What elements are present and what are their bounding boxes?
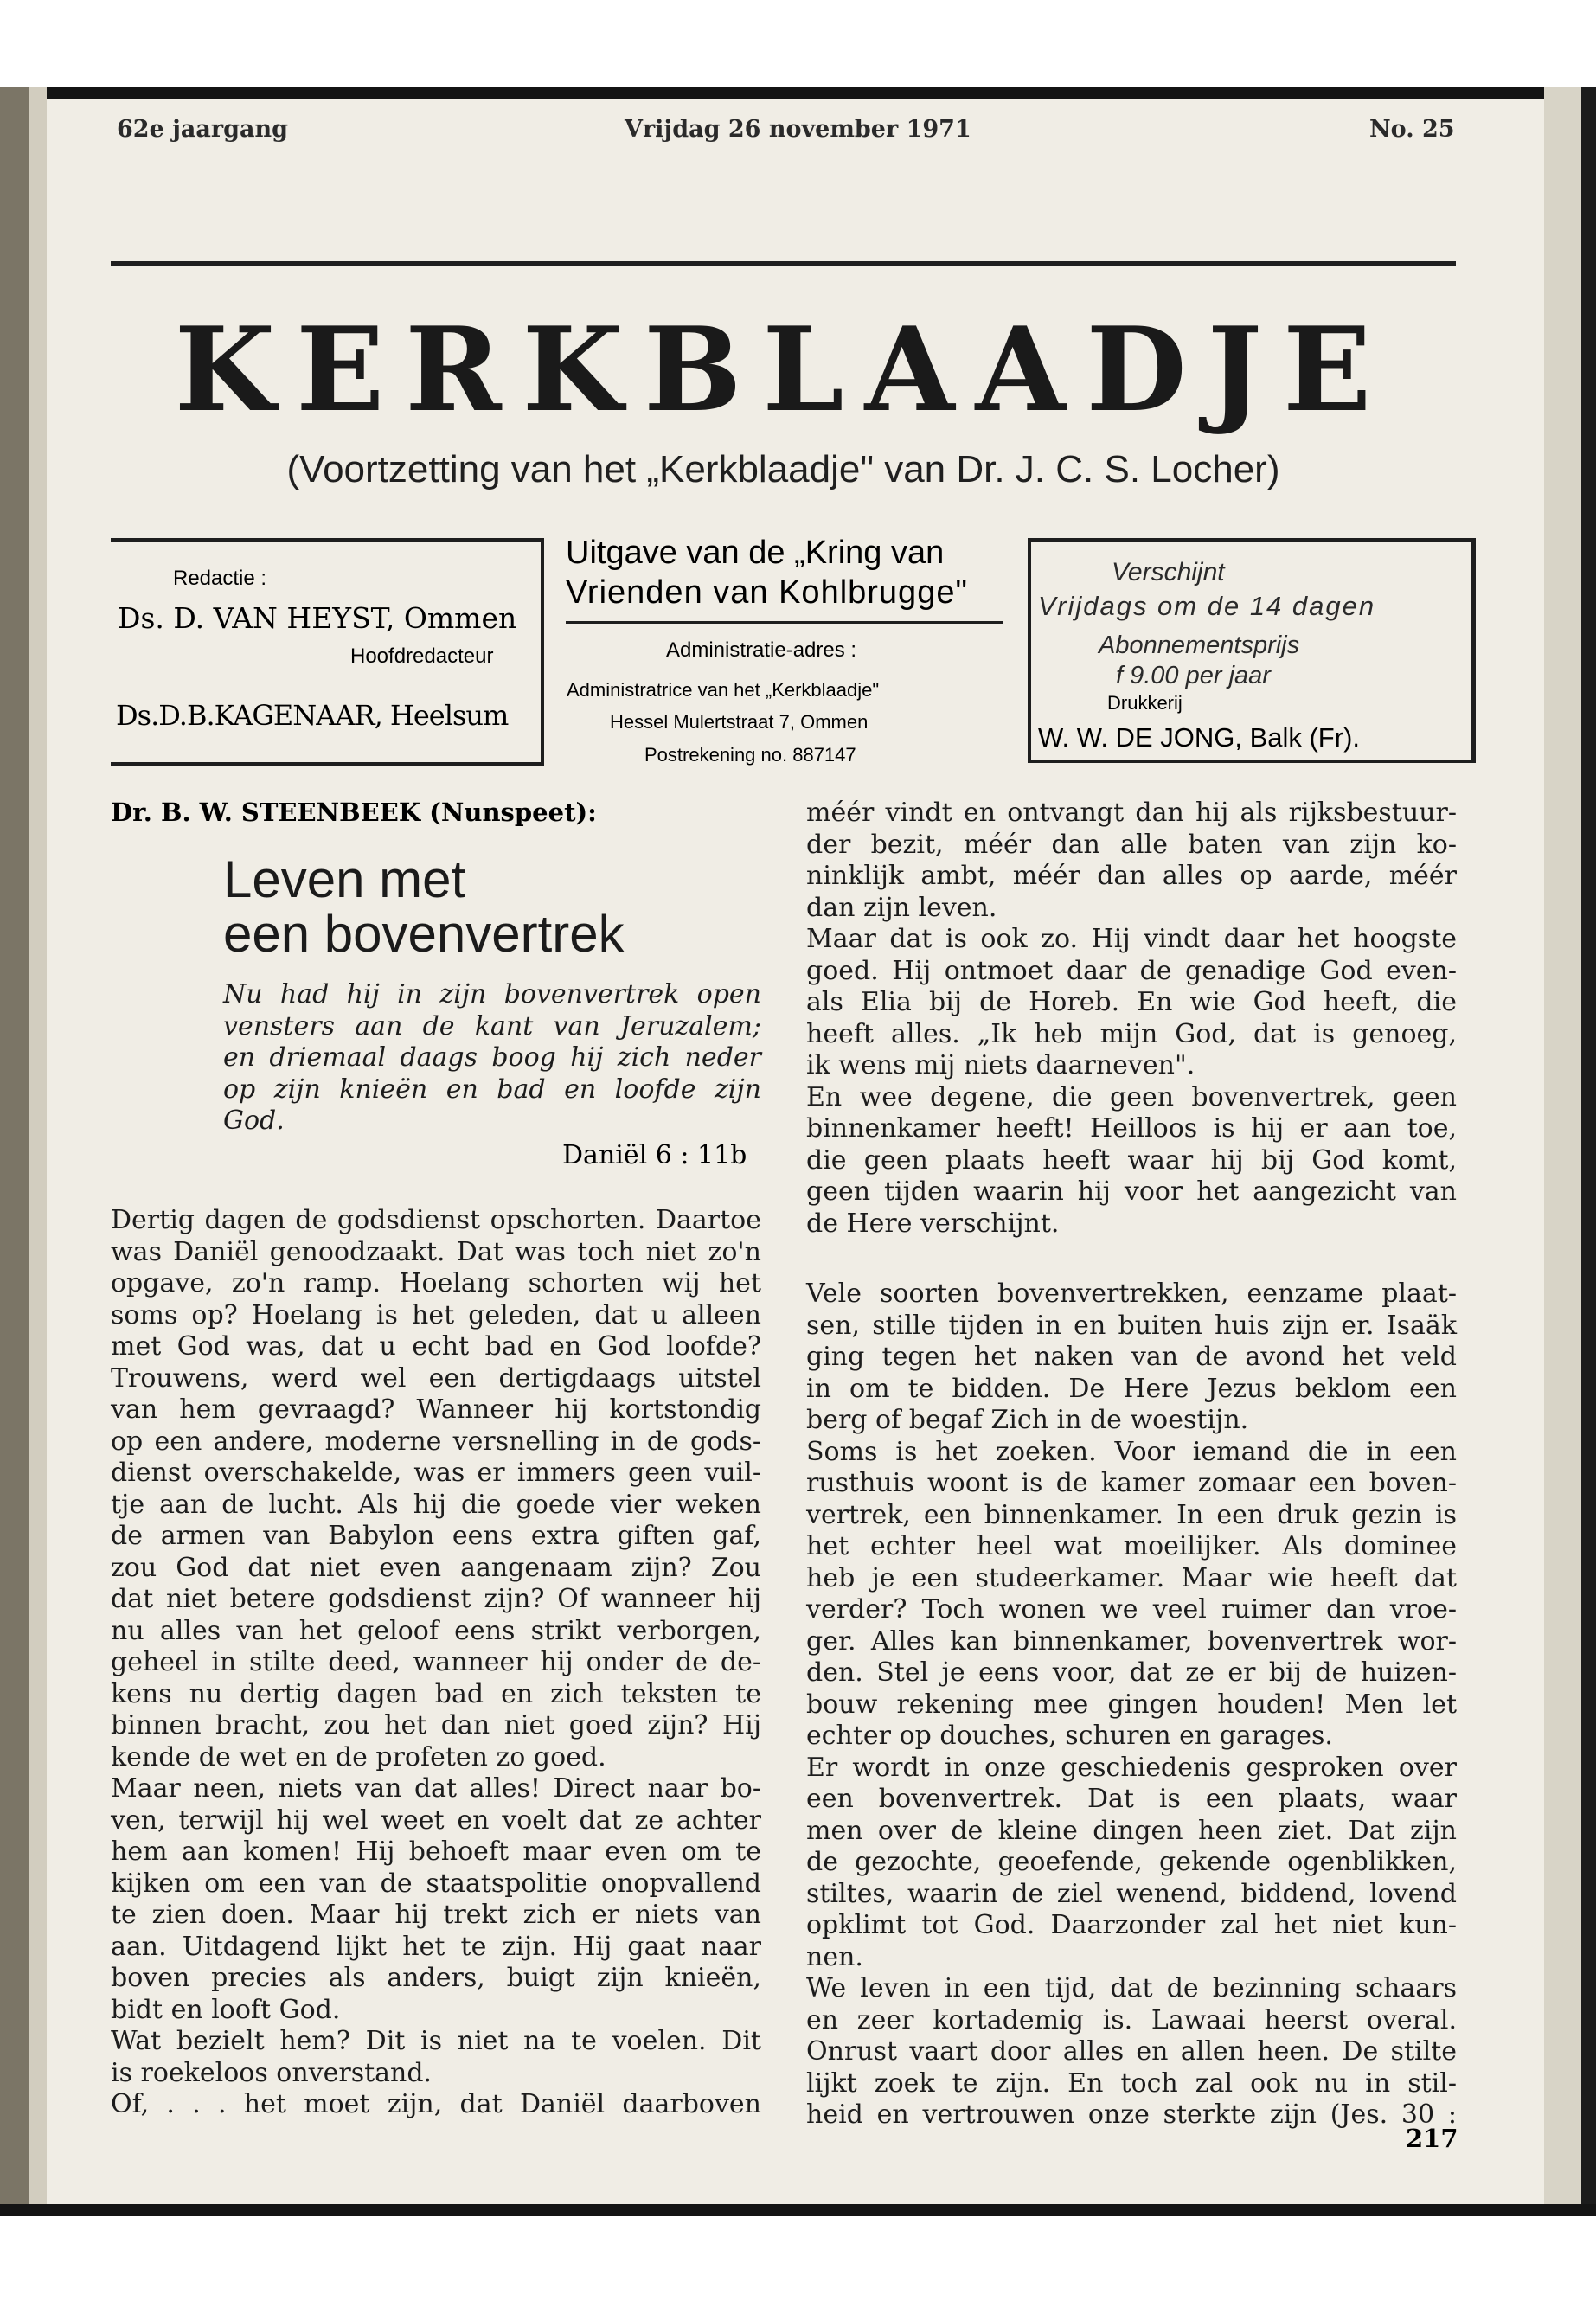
body-line: als Elia bij de Horeb. En wie God heeft, die	[806, 987, 1457, 1017]
issue-number: No. 25	[1369, 116, 1455, 143]
admin-line-2: Hessel Mulertstraat 7, Ommen	[610, 711, 869, 733]
body-line: Maar dat is ook zo. Hij vindt daar het hoogste	[806, 924, 1457, 954]
printer-name: W. W. DE JONG, Balk (Fr).	[1038, 722, 1360, 753]
body-line: dat niet betere godsdienst zijn? Of wanneer hij	[111, 1584, 761, 1614]
epigraph-line: Nu had hij in zijn bovenvertrek open	[223, 979, 761, 1009]
body-line: der bezit, méér dan alle baten van zijn ko-	[806, 829, 1457, 860]
body-line: Wat bezielt hem? Dit is niet na te voelen. Dit	[111, 2026, 761, 2056]
scan-right-border	[1581, 87, 1596, 2214]
body-line: Trouwens, werd wel een dertigdaags uitstel	[111, 1362, 761, 1394]
masthead-subtitle: (Voortzetting van het „Kerkblaadje" van Dr. J. C. S. Locher)	[286, 448, 1280, 490]
body-line: heid en vertrouwen onze sterkte zijn (Jes. 30 :	[806, 2099, 1457, 2130]
body-line: dan zijn leven.	[806, 892, 997, 923]
body-line: geen tijden waarin hij voor het aangezicht van	[806, 1176, 1457, 1207]
body-line: binnenkamer heeft! Heilloos is hij er aan toe,	[806, 1113, 1457, 1144]
body-line: de armen van Babylon eens extra giften gaf,	[111, 1521, 761, 1551]
subscription-line-4: f 9.00 per jaar	[1116, 662, 1271, 689]
volume-label: 62e jaargang	[117, 116, 289, 143]
body-line: heeft alles. „Ik heb mijn God, dat is genoeg,	[806, 1018, 1457, 1049]
printer-label: Drukkerij	[1107, 692, 1183, 714]
body-line: men over de kleine dingen heen ziet. Dat zijn	[806, 1815, 1457, 1846]
body-line: rusthuis woont is de kamer zomaar een boven-	[806, 1468, 1457, 1498]
body-line: Of, . . . het moet zijn, dat Daniël daarboven	[111, 2089, 761, 2119]
body-line: in om te bidden. De Here Jezus beklom een	[806, 1373, 1457, 1404]
header-rule	[111, 261, 1456, 266]
scan-top-border	[0, 87, 1596, 99]
epigraph-line: op zijn knieën en bad en loofde zijn	[223, 1074, 761, 1105]
editorial-label: Redactie :	[173, 567, 267, 590]
body-line: den. Stel je eens voor, dat ze er bij de huizen-	[806, 1657, 1457, 1688]
article-right-column-top	[806, 798, 1457, 1240]
body-line: tje aan de lucht. Als hij die goede vier weken	[111, 1489, 761, 1520]
body-line: binnen bracht, zou het dan niet goed zijn? Hij	[111, 1710, 761, 1740]
article-right-column-bottom	[806, 1279, 1457, 2131]
publisher-rule	[566, 621, 1003, 624]
epigraph-line: God.	[223, 1106, 285, 1136]
body-line: kijken om een van de staatspolitie onopvallend	[111, 1868, 761, 1899]
article-title-line-2: een bovenvertrek	[223, 905, 625, 963]
article-epigraph	[223, 979, 761, 1138]
body-line: vertrek, een binnenkamer. In een druk gezin is	[806, 1499, 1457, 1530]
admin-line-1: Administratrice van het „Kerkblaadje"	[567, 679, 880, 701]
body-line: Er wordt in onze geschiedenis gesproken over	[806, 1752, 1457, 1783]
editor-primary-role: Hoofdredacteur	[350, 644, 494, 668]
body-line: die geen plaats heeft waar hij bij God komt,	[806, 1144, 1457, 1176]
body-line: is roekeloos onverstand.	[111, 2057, 433, 2088]
admin-label: Administratie-adres :	[666, 638, 857, 662]
body-line: boven precies als anders, buigt zijn knieën,	[111, 1963, 761, 1993]
body-line: op een andere, moderne versnelling in de gods-	[111, 1426, 761, 1457]
subscription-line-2: Vrijdags om de 14 dagen	[1038, 591, 1376, 621]
body-line: bouw rekening mee gingen houden! Men let	[806, 1689, 1457, 1720]
editor-secondary: Ds.D.B.KAGENAAR, Heelsum	[116, 699, 509, 732]
body-line: bidt en looft God.	[111, 1994, 341, 2025]
scan-bottom-margin	[0, 2216, 1596, 2301]
scan-top-margin	[0, 0, 1596, 87]
body-line: heb je een studeerkamer. Maar wie heeft dat	[806, 1562, 1457, 1593]
body-line: Maar neen, niets van dat alles! Direct naar bo-	[111, 1773, 761, 1804]
article-title-line-1: Leven met	[223, 850, 466, 908]
body-line: de gezochte, geoefende, gekende ogenblikken,	[806, 1847, 1457, 1877]
body-line: hem aan komen! Hij behoeft maar even om te	[111, 1836, 761, 1867]
issue-date: Vrijdag 26 november 1971	[625, 116, 971, 143]
admin-line-3: Postrekening no. 887147	[644, 744, 856, 766]
body-line: nu alles van het geloof eens strikt verborgen,	[111, 1615, 761, 1646]
body-line: ger. Alles kan binnenkamer, bovenvertrek wor-	[806, 1625, 1457, 1657]
body-line: nen.	[806, 1941, 863, 1972]
body-line: opgave, zo'n ramp. Hoelang schorten wij het	[111, 1268, 761, 1298]
epigraph-line: vensters aan de kant van Jeruzalem;	[223, 1010, 761, 1042]
body-line: de Here verschijnt.	[806, 1208, 1060, 1239]
body-line: goed. Hij ontmoet daar de genadige God even-	[806, 955, 1457, 986]
body-line: Dertig dagen de godsdienst opschorten. Daartoe	[111, 1205, 761, 1235]
body-line: geheel in stilte deed, wanneer hij onder de de-	[111, 1647, 761, 1677]
scan-bottom-border	[0, 2204, 1596, 2216]
body-line: We leven in een tijd, dat de bezinning schaars	[806, 1973, 1457, 2003]
body-line: van hem gevraagd? Wanneer hij kortstondig	[111, 1394, 761, 1425]
scan-binding-inner	[29, 87, 47, 2214]
body-line: dienst overschakelde, was er immers geen vuil-	[111, 1458, 761, 1488]
body-line: berg of begaf Zich in de woestijn.	[806, 1405, 1249, 1435]
body-line: ik wens mij niets daarneven".	[806, 1050, 1195, 1080]
body-line: aan. Uitdagend lijkt het te zijn. Hij gaat naar	[111, 1931, 761, 1962]
body-line: ging tegen het naken van de avond het veld	[806, 1342, 1457, 1372]
editorial-box-side	[541, 538, 544, 766]
body-line: Vele soorten bovenvertrekken, eenzame plaat-	[806, 1279, 1457, 1309]
article-left-column	[111, 1205, 761, 2121]
body-line: Soms is het zoeken. Voor iemand die in een	[806, 1436, 1457, 1467]
subscription-line-3: Abonnementsprijs	[1099, 631, 1300, 659]
epigraph-line: en driemaal daags boog hij zich neder	[223, 1042, 761, 1073]
body-line: lijkt zoek te zijn. En toch zal ook nu in stil-	[806, 2067, 1457, 2099]
body-line: het echter heel wat moeilijker. Als dominee	[806, 1531, 1457, 1561]
epigraph-reference: Daniël 6 : 11b	[562, 1140, 747, 1170]
body-line: méér vindt en ontvangt dan hij als rijksbestuur-	[806, 798, 1457, 828]
article-author: Dr. B. W. STEENBEEK (Nunspeet):	[111, 798, 597, 827]
body-line: verder? Toch wonen we veel ruimer dan vroe-	[806, 1594, 1457, 1625]
body-line: te zien doen. Maar hij trekt zich er niets van	[111, 1900, 761, 1930]
body-line: En wee degene, die geen bovenvertrek, geen	[806, 1081, 1457, 1112]
body-line: opklimt tot God. Daarzonder zal het niet kun-	[806, 1910, 1457, 1940]
masthead-title: KERKBLAADJE	[174, 301, 1393, 438]
body-line: en zeer kortademig is. Lawaai heerst overal.	[806, 2004, 1457, 2035]
body-line: kende de wet en de profeten zo goed.	[111, 1741, 606, 1772]
body-line: ven, terwijl hij wel weet en voelt dat ze achter	[111, 1804, 761, 1836]
body-line: een bovenvertrek. Dat is een plaats, waar	[806, 1784, 1457, 1814]
publisher-line-2: Vrienden van Kohlbrugge"	[566, 574, 968, 611]
body-line: stiltes, waarin de ziel wenend, biddend, lovend	[806, 1878, 1457, 1909]
body-line: ninklijk ambt, méér dan alles op aarde, méér	[806, 861, 1457, 891]
scan-binding-edge	[0, 87, 29, 2214]
body-line: sen, stille tijden in en buiten huis zijn er. Isaäk	[806, 1310, 1457, 1341]
body-line: soms op? Hoelang is het geleden, dat u alleen	[111, 1299, 761, 1330]
body-line: Onrust vaart door alles en allen heen. De stilte	[806, 2036, 1457, 2067]
page-number: 217	[1406, 2124, 1458, 2153]
body-line: was Daniël genoodzaakt. Dat was toch niet zo'n	[111, 1236, 761, 1267]
publisher-line-1: Uitgave van de „Kring van	[566, 535, 945, 571]
body-line: zou God dat niet even aangenaam zijn? Zou	[111, 1552, 761, 1583]
body-line: echter op douches, schuren en garages.	[806, 1721, 1333, 1751]
editor-primary: Ds. D. VAN HEYST, Ommen	[118, 601, 517, 635]
body-line: met God was, dat u echt bad en God loofde?	[111, 1331, 761, 1362]
body-line: kens nu dertig dagen bad en zich teksten te	[111, 1678, 761, 1709]
subscription-line-1: Verschijnt	[1112, 558, 1225, 586]
